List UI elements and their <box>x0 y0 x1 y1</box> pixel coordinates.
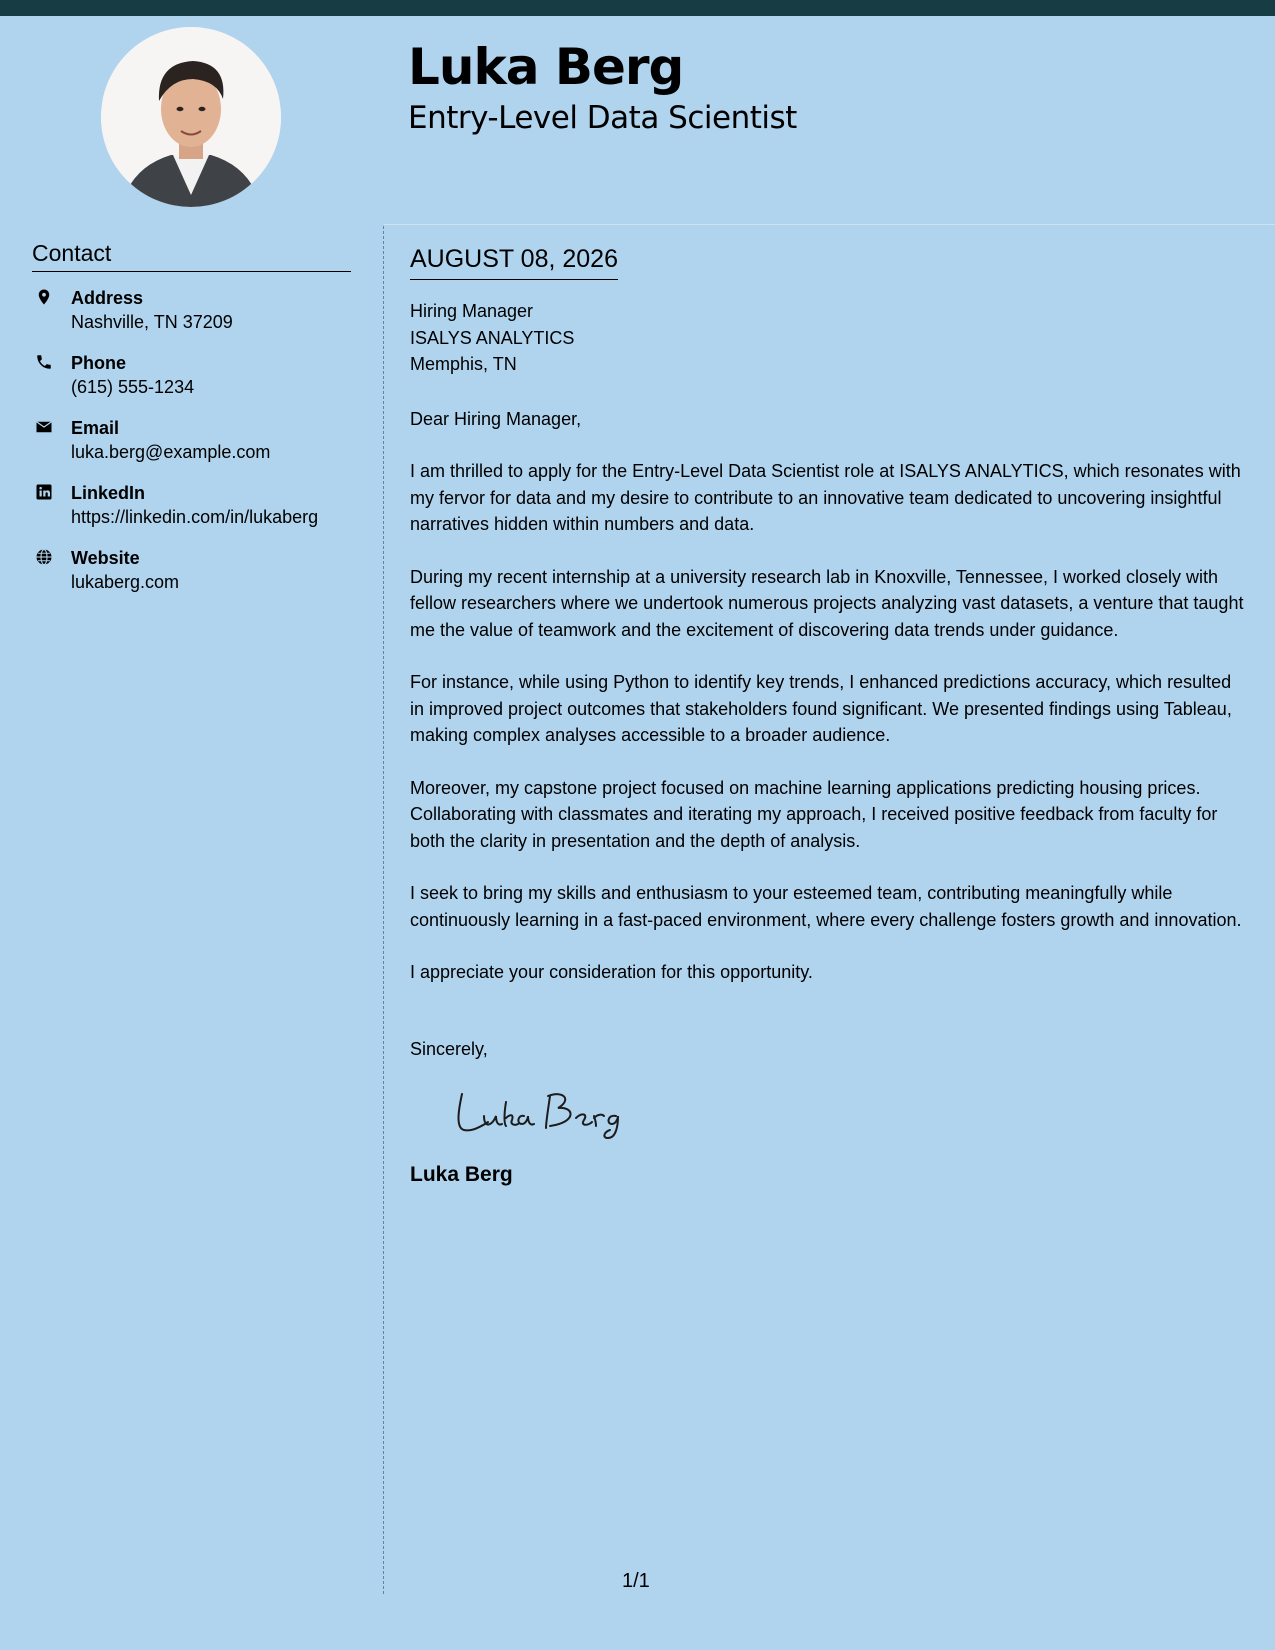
candidate-name: Luka Berg <box>408 38 684 96</box>
letter-date: AUGUST 08, 2026 <box>410 244 618 280</box>
recipient-line: Memphis, TN <box>410 354 517 374</box>
recipient-line: Hiring Manager <box>410 301 534 321</box>
column-divider <box>383 226 384 1594</box>
contact-website <box>32 546 351 594</box>
contact-value: Nashville, TN 37209 <box>71 312 233 332</box>
handwritten-signature <box>454 1082 1250 1152</box>
signed-name: Luka Berg <box>410 1163 513 1186</box>
envelope-icon <box>35 418 53 436</box>
map-pin-icon <box>35 288 53 306</box>
contact-label: Address <box>71 288 144 308</box>
salutation: Dear Hiring Manager, <box>410 408 582 429</box>
contact-heading: Contact <box>32 240 351 272</box>
recipient-line: ISALYS ANALYTICS <box>410 327 575 348</box>
letter-paragraph: I appreciate your consideration for this opportunity. <box>410 962 813 982</box>
globe-icon <box>35 548 53 566</box>
letter-paragraph: Moreover, my capstone project focused on machine learning applications predicting housing prices. Collaborating with classmates and iterating my approach, I received positive feedback from faculty for both the clarity in presentation and the depth of analysis. <box>410 777 1218 851</box>
profile-photo <box>101 27 281 207</box>
contact-label: Phone <box>71 353 127 373</box>
phone-icon <box>35 353 53 371</box>
contact-value[interactable]: (615) 555-1234 <box>71 377 195 397</box>
letter-paragraph: During my recent internship at a university research lab in Knoxville, Tennessee, I worked closely with fellow researchers where we undertook numerous projects analyzing vast datasets, a venture that taught me the value of teamwork and the excitement of discovering data trends under guidance. <box>410 566 1244 640</box>
top-accent-bar <box>0 0 1275 16</box>
contact-sidebar <box>32 240 351 611</box>
contact-label: LinkedIn <box>71 483 146 503</box>
letter-paragraph: For instance, while using Python to identify key trends, I enhanced predictions accuracy, which resulted in improved project outcomes that stakeholders found significant. We presented findings using Tableau, making complex analyses accessible to a broader audience. <box>410 672 1232 745</box>
page-number: 1/1 <box>622 1570 650 1592</box>
letter-paragraph: I seek to bring my skills and enthusiasm to your esteemed team, contributing meaningfully while continuously learning in a fast-paced environment, where every challenge fosters growth and innovation. <box>410 883 1242 930</box>
contact-address <box>32 286 351 334</box>
contact-label: Email <box>71 418 120 438</box>
letter-paragraph: I am thrilled to apply for the Entry-Level Data Scientist role at ISALYS ANALYTICS, which resonates with my fervor for data and my desire to contribute to an innovative team dedicated to uncovering insightful narratives hidden within numbers and data. <box>410 461 1241 534</box>
header-divider <box>384 224 1275 225</box>
contact-linkedin <box>32 481 351 529</box>
contact-phone <box>32 351 351 399</box>
contact-email <box>32 416 351 464</box>
contact-value[interactable]: luka.berg@example.com <box>71 442 271 462</box>
contact-value[interactable]: lukaberg.com <box>71 572 180 592</box>
linkedin-icon <box>35 483 53 501</box>
cover-letter <box>410 244 1250 1189</box>
recipient-block <box>410 298 1250 378</box>
candidate-job-title: Entry-Level Data Scientist <box>408 100 797 136</box>
closing: Sincerely, <box>410 1038 488 1059</box>
contact-value[interactable]: https://linkedin.com/in/lukaberg <box>71 507 319 527</box>
contact-label: Website <box>71 548 140 568</box>
